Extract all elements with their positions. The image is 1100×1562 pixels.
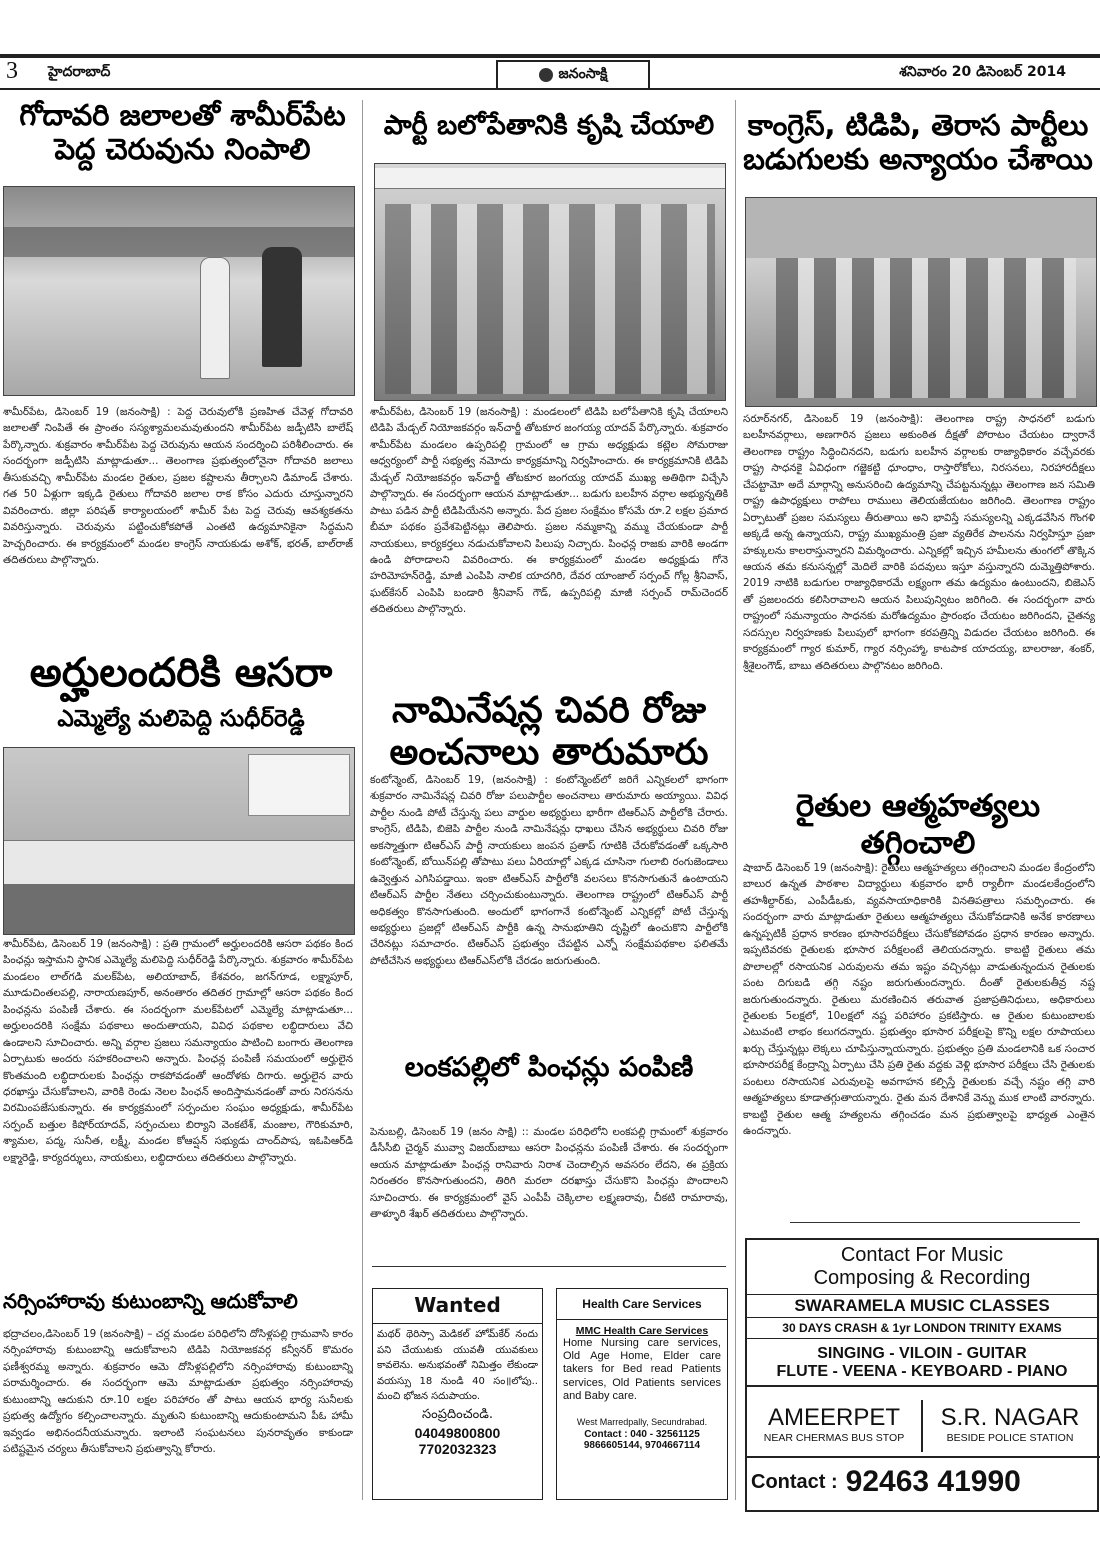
music-contact [747, 1456, 1100, 1506]
person-figure [200, 257, 230, 379]
column-divider [362, 100, 363, 1500]
col2-story3-headline: లంకపల్లిలో పింఛన్లు పంపిణి [404, 1052, 694, 1083]
health-subtitle: MMC Health Care Services [575, 1325, 709, 1337]
col1-story2-headline: అర్హులందరికి ఆసరా [29, 650, 333, 696]
masthead-date: శనివారం 20 డిసెంబర్ 2014 [899, 64, 1066, 80]
music-line1: Contact For Music [840, 1244, 1004, 1266]
music-instruments1: SINGING - VILOIN - GUITAR [817, 1345, 1027, 1362]
health-care-ad [556, 1288, 728, 1500]
paper-logo [496, 60, 650, 90]
col3-story1-body: సరూర్‌నగర్, డిసెంబర్ 19 (జనంసాక్షి): తెలంగాణ రాష్ట్ర సాధనలో బడుగు బలహీనవర్గాలు, అణగారిన ప్రజలు అకుంఠిత దీక్షతో పోరాటం చేయటం ద్వారానే తెలంగాణ రాష్ట్రం సిద్ధించినదని, బడుగు బలహీన వర్గాలకు రాజ్యాధికారం వచ్చేవరకు రాష్ట్ర సాధనకై ఏవిధంగా గజ్జెకట్టి ధూంధాం, రాస్తారోకోలు, నిరసనలు, నిరహారదీక్షలు చేపట్టామో అదే మార్గాన్ని అనుసరించి ఉద్యమాన్ని చేపట్టనున్నట్లు తెలంగాణ జన సమితి రాష్ట్ర ఉపాధ్యక్షులు రాపోలు రాములు తెలియజేయటం జరిగింది. తెలంగాణ రాష్ట్రం ఏర్పాటుతో ప్రజల సమస్యలు తీరుతాయి అని భావిస్తే సమస్యలన్ని ఎక్కడవేసిన గొంగళి అక్కడే అన్న ఉన్నాయని, రాష్ట్ర ముఖ్యమంత్రి ప్రజా వ్యతిరేక పాలనను నిర్వహిస్తూ ప్రజా హక్కులను కాలరాస్తున్నారని విమర్శించారు. ఎన్నికల్లో ఇచ్చిన హమీలను తుంగలో తొక్కిన ఆయన తమ కనుసన్నల్లో మెదిలే వారికి పదవులు ఇస్తూ వస్తున్నారని దుమ్మెత్తిపోశారు. 2019 నాటికి బడుగుల రాజ్యాధికారమే లక్ష్యంగా తమ ఉద్యమం ఉంటుందని, బిజెఎస్ తో ప్రజలందరు కలిసిరావాలని ఆయన పిలుపున్విటం జరిగింది. ఈ సందర్భంగా వారు రాష్ట్రంలో సమన్యాయం సాధనకు మరోఉద్యమం ప్రారంభం చేయటం జరిగిందని, చైతన్య సదస్సుల నిర్వహణకు పిలుపులో భాగంగా కరపత్రిన్ని విడుదల చేయటం జరిగింది. ఈ కార్యక్రమంలో గ్యార కుమార్, గ్యార నర్సింహ్మా, కాటపాక యాదయ్య, బాలరాజు, శంకర్, శ్రీశైలంగౌడ్, బాబు తదితరులు పాల్గొనటం జరిగింది. [743, 413, 1095, 672]
banner [375, 168, 725, 189]
branch1-name: AMEERPET [767, 1404, 901, 1431]
health-title: Health Care Services [582, 1297, 702, 1311]
divider [790, 1222, 1080, 1223]
music-contact-label: Contact : [751, 1470, 838, 1493]
col1-story2-body: శామీర్‌పేట, డిసెంబర్ 19 (జనంసాక్షి) : ప్రతి గ్రామంలో అర్హులందరికి ఆసరా పథకం కింద పింఛన్లు ఇస్తామని స్థానిక ఎమ్మెల్యే మలిపెద్ది సుధీర్‌రెడ్డి పేర్కొన్నారు. శుక్రవారం శామీర్‌పేట మండలం లాల్‌గడి మలక్‌పేట, అలియాబాద్, కేశవరం, జగన్‌గూడ, లక్ష్మాపూర్, మూడుచింతలపల్లి, నారాయణపూర్, అనంతారం తదితర గ్రామాల్లో ఆసరా పథకం కింద పింఛన్లను పంపిణీ చేశారు. ఈ సందర్భంగా మలక్‌పేటలో ఎమ్మెల్యే మాట్లాడుతూ... అర్హులందరికి సంక్షేమ పథకాలు అందుతాయని, వివిధ పథకాల లబ్ధిదారులు వేచి ఉండాలని సూచించారు. అన్ని వర్గాల ప్రజలు సమన్యాయం పాటించి బంగారు తెలంగాణ ఏర్పాటుకు అందరు సహకరించాలని అన్నారు. పింఛన్ల పంపిణీ సమయంలో అర్హులైన కొంతమంది లబ్ధిదారులకు పింఛన్లు రాకపోవడంతో ఆందోళకు దిగారు. అర్హులైన వారు ధరఖాస్తు చేసుకోవాలని, వారికి రెండు నెలల పింఛన్ అందిస్తామనడంతో వారు నిరసనను విరమింపజేసుకున్నారు. ఈ కార్యక్రమంలో సర్పంచుల సంఘం అధ్యక్షుడు, శామీర్‌పేట సర్పంచ్ బత్తుల కిషోర్‌యాదవ్, సర్పంచులు బిర్యాని వెంకటేశ్, మంజుల, గౌరికుమారి, శ్యామల, పద్మ, సునీత, లక్ష్మీ, మండల కోఆప్షన్ సభ్యుడు చాంద్‌పాష, ఇఓపిఆర్‌డి లక్ష్మారెడ్డి, కార్యదర్శులు, నాయకులు, లబ్ధిదారులు తదితరులు పాల్గొన్నారు. [3, 938, 353, 1164]
col3-story2-headline: రైతుల ఆత్మహత్యలు తగ్గించాలి [795, 788, 1041, 861]
divider [557, 1319, 727, 1320]
masthead-city: హైదరాబాద్ [48, 64, 111, 80]
music-instruments2: FLUTE - VEENA - KEYBOARD - PIANO [747, 1363, 1097, 1387]
logo-icon [539, 68, 553, 82]
divider [373, 1323, 542, 1324]
music-contact-number: 92463 41990 [845, 1465, 1021, 1498]
col1-story1-headline: గోదావరి జలాలతో శామీర్‌పేట పెద్ద చెరువును నింపాలి [19, 98, 346, 167]
column-divider [735, 100, 736, 1500]
col1-story1-photo [3, 186, 355, 396]
branch-ameerpet [747, 1400, 923, 1452]
wanted-contact-label: సంప్రదించండి. [422, 1406, 493, 1422]
health-contact: Contact : 040 - 32561125 [584, 1428, 700, 1440]
col3-story1-photo [745, 197, 1097, 407]
paper-name: జనంసాక్షి [558, 65, 608, 82]
branch-sr-nagar [923, 1400, 1097, 1452]
branch2-note: BESIDE POLICE STATION [946, 1432, 1074, 1444]
col2-story2-body: కంటోన్మెంట్, డిసెంబర్ 19, (జనంసాక్షి) : కంటోన్మెంట్‌లో జరిగే ఎన్నికలలో భాగంగా శుక్రవారం నామినేషన్ల చివరి రోజు పలుపార్టీల అంచనాలు తారుమారు అయ్యాయి. వివిధ పార్టీల నుండి పోటీ చేస్తున్న పలు వార్డుల అభ్యర్థులు భారీగా టిఆర్‌ఎస్ పార్టీలోకి చేరారు. కాంగ్రెస్, టిడిపి, బిజెపి పార్టీల నుండి నామినేషన్లు ధాఖలు చేసిన అభ్యర్థులు చివరి రోజు అకస్మాత్తుగా టిఆర్‌ఎస్ పార్టీ నాయకులు జంపన ప్రతాప్ గూటికి చేరుకోవడంతో ఒక్కసారి కంటోన్మెంట్, బోయిన్‌పల్లి తోపాటు పలు ఏరియాల్లో ఎక్కడ చూసినా గులాబి రంగుజెండాలు ఉవ్వెత్తున ఎగిసిపడ్డాయి. ఇంకా టిఆర్‌ఎస్ పార్టీలోకి వలసలు కొనసాగుతునే ఉంటాయని టిఆర్‌ఎస్ పార్టీల నేతలు చర్చించుకుంటున్నారు. తెలంగాణ రాష్ట్రంలో టిఆర్‌ఎస్ పార్టీ అధికత్వం కొనసాగుతుంది. అందులో భాగంగానే కంటోన్మెంట్ ఎన్నికల్లో పోటీ చేస్తున్న అభ్యర్థులు ప్రజల్లో టిఆర్‌ఎస్ పార్టీకి ఉన్న సానుభూతిని దృష్టిలో ఉంచుకొని పార్టీలోకి చేరినట్లు సమాచారం. టిఆర్‌ఎస్ ప్రభుత్వం చేపట్టిన ఎన్నో సంక్షేమపథకాల ఫలితమే పోటీచేసిన అభ్యర్థులు టిఆర్‌ఎస్‌లోకి చేరడం జరుగుతుంది. [370, 774, 728, 967]
divider [372, 1266, 726, 1267]
person-figure [262, 247, 302, 367]
masthead-bottom-rule [0, 88, 1100, 90]
col1-story3-body: భద్రాచలం,డిసెంబర్ 19 (జనంసాక్షి) – చర్ల మండల పరిధిలోని దోసిళ్లపల్లి గ్రామవాసి కారం నర్సింహారావు కుటుంబాన్ని ఆదుకోవాలని టిడిపి నియోజకవర్గ కన్వీనర్ కొమరం ఫణీశ్వరమ్మ అన్నారు. శుక్రవారం ఆమె దోసిళ్లపల్లిలోని నర్సింహారావు కుటుంబాన్ని పరామర్శించారు. ఈ సందర్భంగా ఆమె మాట్లాడుతూ ప్రభుత్వం నర్సింహారావు కుటుంబాన్ని ఆదుకుని రూ.10 లక్షల పరిహారం తో పాటు ఆయన భార్య సునీలకు ప్రభుత్వ ఉద్యోగం కల్పించాలన్నారు. మృతుని కుటుంబాన్ని ఆదుకుంటామని పీఓ హామీ ఇవ్వడం అభినందనీయమన్నారు. ఇలాంటి సంఘటనలు పునరావృతం కాకుండా పటిష్టమైన చర్యలు తీసుకోవాలని ప్రభుత్వాన్ని కోరారు. [3, 1328, 353, 1456]
music-line2: Composing & Recording [813, 1267, 1031, 1289]
col3-story2-body: షాబాద్ డిసెంబర్ 19 (జనంసాక్షి): రైతులు ఆత్మహత్యలు తగ్గించాలని మండల కేంద్రంలోని బాలుర ఉన్నత పాఠశాల విద్యార్థులు శుక్రవారం భారీ ర్యాలీగా మండలకేంద్రంలోని తహశీల్దార్‌కు, ఎంపీడీఒకు, వ్యవసాయాధికారికి వినతిపత్రాలు సమర్పించారు. ఈ సందర్భంగా వారు మాట్లాడుతూ రైతులు ఆత్మహత్యలు చేసుకోవడానికి అనేక కారణాలు ఉన్నప్పటికీ ప్రధాన కారణం భూసారపరీక్షలు చేసుకోకపోవడం ప్రధాన కారణం అన్నారు. ఇప్పటివరకు రైతులకు భూసార పరీక్షలంటే తెలియదన్నారు. కాబట్టి రైతులు తమ పొలాలల్లో రసాయనిక ఎరువులను తమ ఇష్టం వచ్చినట్లు వాడుతున్నందున రైతులకు పంట దిగుబడి తగ్గి నష్టం జరుగుతుందన్నారు. దీంతో రైతులకుతీవ్ర నష్ట జరుగుతుందన్నారు. రైతులు మరణించిన తరువాత ప్రజాప్రతినిధులు, అధికారులు రైతులకు 5లక్షలో, 10లక్షలో నష్ట పరిహారం ప్రకటిస్తారు. ఆ రైతుల కుటుంబాలకు ఎటువంటి లాభం కలుగదన్నారు. ప్రభుత్వం భూసార పరీక్షలపై కొన్ని లక్షల రూపాయలు ఖర్చు చేస్తున్నట్లు లెక్కలు చూపిస్తున్నాయన్నారు. ప్రభుత్వం ప్రతి మండలానికి ఒక సంచార భూసారపరీక్ష కేంద్రాన్ని ఏర్పాటు చేసి ప్రతి రైతు వద్దకు వెళ్లి భూసార పరీక్షలు చేసి రైతులకు పంటలు రసాయనిక ఎరువులపై అవగాహన కల్పిస్తే రైతులకు వచ్చే నష్టం తగ్గి వారి ఆత్మహత్యలు కూడాతగ్గుతాయన్నారు. రైతు మన దేశానికే వెన్ను ముక లాంటి వారన్నారు. కాబట్టి రైతుల ఆత్మ హత్యలను తగ్గించడం మన ప్రభుత్వాలపై భాధ్యత ఎంతైన ఉందన్నారు. [743, 862, 1095, 1137]
col2-story1-body: శామీర్‌పేట, డిసెంబర్ 19 (జనంసాక్షి) : మండలంలో టిడిపి బలోపేతానికి కృషి చేయాలని టిడిపి మేడ్చల్ నియోజకవర్గం ఇన్‌చార్జీ తోటకూర జంగయ్య యాదవ్ పేర్కొన్నారు. శుక్రవారం శామీర్‌పేట మండలం ఉప్పరిపల్లి గ్రామంలో ఆ గ్రామ అధ్యక్షుడు కట్లెల సోమరాజు ఆధ్వర్యంలో పార్టీ సభ్యత్వ నమోదు కార్యక్రమాన్ని నిర్వహించారు. ఈ కార్యక్రమానికి టిడిపి మేడ్చల్ నియోజకవర్గం ఇన్‌చార్జీ తోటకూర జంగయ్య యాదవ్ ముఖ్య అతిథిగా విచ్చేసి పాల్గొన్నారు. ఈ సందర్భంగా ఆయన మాట్లాడుతూ... బడుగు బలహీన వర్గాల అభ్యున్నతికి పాటు పడిన పార్టీ టిడిపియేనని అన్నారు. పేద ప్రజల సంక్షేమం కోసమే రూ.2 లక్షల ప్రమాద బీమా పథకం ప్రవేశపెట్టినట్లు తెలిపారు. ప్రజల నమ్మకాన్ని వమ్ము చేయకుండా పార్టీ నాయకులు, కార్యకర్తలు నడుచుకోవాలని పిలుపు నిచ్చారు. పింఛన్ల రాజకు వారికి అండగా ఉండి పోరాడాలని వివరించారు. ఈ కార్యక్రమంలో మండల అధ్యక్షుడు గోనె హరిమోహన్‌రెడ్డి, మాజీ ఎంపిపి నాలిక యాదగిరి, దేవర యాంజాల్ సర్పంచ్ గోల్ల శ్రీనివాస్, ఘట్‌కేసర్ ఎంపిపి బండారి శ్రీనివాస్ గౌడ్, ఉప్పరిపల్లి మాజీ సర్పంచ్ రామ్‌చెందర్ తదితరులు పాల్గొన్నారు. [370, 406, 728, 616]
wanted-ad [372, 1288, 543, 1500]
health-phones: 9866605144, 9704667114 [583, 1439, 701, 1451]
branch1-note: NEAR CHERMAS BUS STOP [763, 1432, 905, 1444]
col2-story1-headline: పార్టీ బలోపేతానికి కృషి చేయాలి [383, 110, 715, 141]
col1-story3-headline: నర్సింహారావు కుటుంబాన్ని ఆదుకోవాలి [3, 1289, 298, 1313]
wanted-phone2: 7702032323 [418, 1440, 497, 1457]
col1-story1-body: శామీర్‌పేట, డిసెంబర్ 19 (జనంసాక్షి) : పెద్ద చెరువులోకి ప్రణహిత చేవెళ్ల గోదావరి జలాలతో నింపితే ఈ ప్రాంతం సస్యశ్యామలమవుతుందని శామీర్‌పేట జడ్పీటిసి బాలేష్ పేర్కొన్నారు. శుక్రవారం శామీర్‌పేట పెద్ద చెరువును ఆయన సందర్శించి పరిశీలించారు. ఈ సందర్భంగా జడ్పీటిసి మాట్లాడుతూ... తెలంగాణ ప్రభుత్వంలోనైనా గోదావరి జలాలు తీసుకువచ్చి శామీర్‌పేట మండల రైతుల, ప్రజల కష్టాలను తీర్చాలని డిమాండ్ చేశారు. గత 50 ఏళ్లుగా ఇక్కడి రైతులు గోదావరి జలాల రాక కోసం ఎదురు చూస్తున్నారని వివరించారు. జిల్లా పరిషత్ కార్యాలయంలో శామీర్ పేట పెద్ద చెరువు ఆవశ్యకతను వివరిస్తున్నారు. చెరువును పట్టించుకోకపోతే ఎంతటి ఉద్యమానికైనా సిద్ధమని హెచ్చరించారు. ఈ కార్యక్రమంలో మండల కాంగ్రెస్ నాయకుడు అశోక్, భరత్, బాల్‌రాజ్ తదితరులు పాల్గొన్నారు. [3, 406, 353, 566]
music-school: SWARAMELA MUSIC CLASSES [747, 1294, 1097, 1318]
col2-story1-photo [374, 163, 726, 401]
health-body: Home Nursing care services, Old Age Home, Elder care takers for Bed read Patients services, Old Patients services and Baby care. [563, 1337, 721, 1402]
wanted-body: మథర్ థెరిస్సా మెడికల్ హోమ్‌కేర్ నందు పని చేయుటకు యువతీ యువకులు కావలెను. అనుభవంతో నిమిత్తం లేకుండా వయస్సు 18 నుండి 40 సం॥లోపు.. మంచి భోజన సదుపాయం. [377, 1329, 538, 1402]
page-number: 3 [6, 58, 18, 84]
health-address: West Marredpally, Secundrabad. [576, 1416, 708, 1427]
masthead-top-rule [0, 54, 1100, 58]
music-ad [745, 1238, 1099, 1512]
col1-story2-subhead: ఎమ్మెల్యే మలిపెద్ది సుధీర్‌రెడ్డి [57, 706, 305, 732]
col1-story2-photo [3, 747, 355, 935]
wanted-title: Wanted [414, 1293, 501, 1317]
col3-story1-headline: కాంగ్రెస్, టిడిపి, తెరాస పార్టీలు బడుగులకు అన్యాయం చేశాయి [743, 108, 1093, 177]
banner [248, 754, 350, 816]
col2-story3-body: పెనుబల్లి, డిసెంబర్ 19 (జనం సాక్షి) :: మండల పరిధిలోని లంకపల్లి గ్రామంలో శుక్రవారం డీసీసీబి చైర్మన్ మువ్వా విజయ్‌బాబు ఆసరా పింఛన్లను పంపిణీ చేశారు. ఈ సందర్భంగా ఆయన మాట్లాడుతూ పింఛన్ల రానివారు నిరాశ చెందాల్సిన అవసరం లేదని, ఈ ప్రక్రియ నిరంతరం కొనసాగుతుందని, తిరిగి మరలా దరఖాస్తు చేసుకొని పింఛన్లు పొందాలని సూచించారు. ఈ కార్యక్రమంలో వైస్ ఎంపీపీ చెక్కిలాల లక్ష్మణరావు, చీకటి రామారావు, తాళ్ళూరి శేఖర్ తదితరులు పాల్గొన్నారు. [370, 1126, 728, 1221]
wanted-phone1: 04049800800 [414, 1424, 501, 1441]
branch2-name: S.R. NAGAR [940, 1404, 1080, 1431]
col2-story2-headline: నామినేషన్ల చివరి రోజు అంచనాలు తారుమారు [389, 690, 709, 774]
masthead [0, 54, 1100, 94]
music-course: 30 DAYS CRASH & 1yr LONDON TRINITY EXAMS [747, 1318, 1097, 1339]
